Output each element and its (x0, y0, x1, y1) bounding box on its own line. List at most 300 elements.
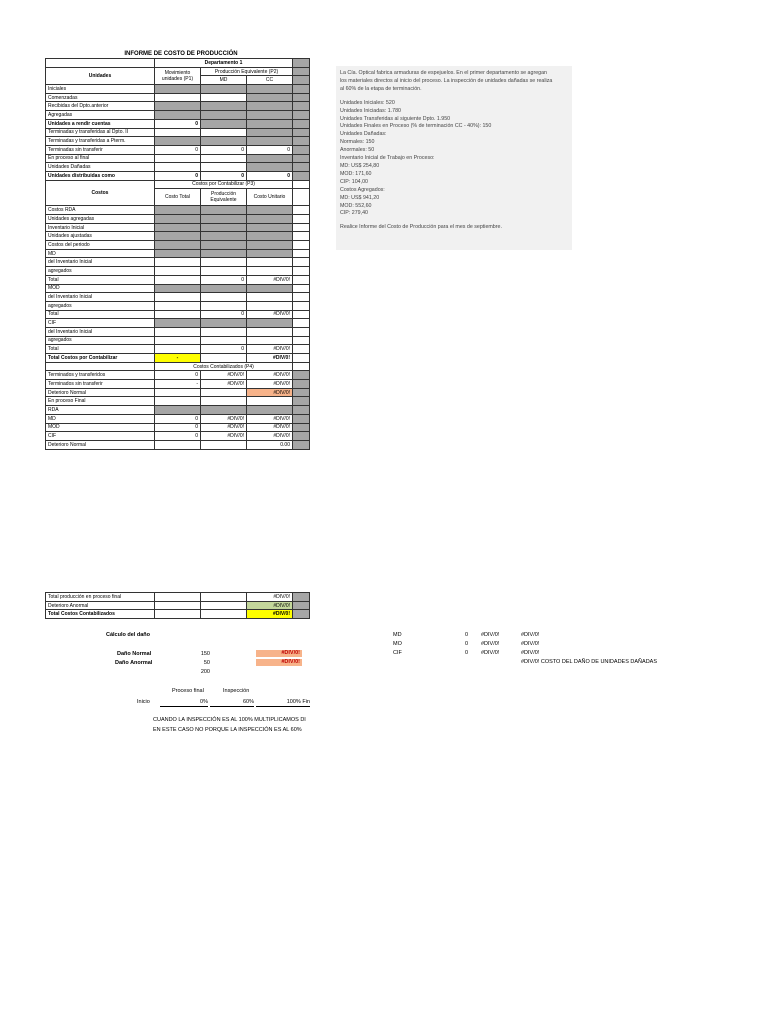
row-label: Deterioro Normal (46, 440, 155, 449)
costo-unitario-value: #DIV/0! (247, 388, 293, 397)
timeline-pct60: 60% (210, 699, 254, 707)
problem-line: Unidades Transferidas al siguiente Dpto. 1.950 (340, 115, 451, 122)
table-row (46, 354, 310, 363)
costo-total-value (155, 275, 201, 284)
row-label: Total Costos por Contabilizar (46, 354, 155, 363)
blank-cell (46, 362, 155, 371)
table-row (46, 284, 310, 293)
problem-line: Unidades Dañadas: (340, 131, 387, 138)
damage-title: Cálculo del daño (106, 632, 151, 638)
row-label: del Inventario Inicial (46, 258, 155, 267)
costo-total-value (155, 336, 201, 345)
table-row (46, 137, 310, 146)
row-label: Agregadas (46, 111, 155, 120)
costo-unitario-value (247, 258, 293, 267)
gray-cell (293, 145, 310, 154)
gray-cell (293, 406, 310, 415)
p1-value (155, 111, 201, 120)
costo-unitario-value: #DIV/0! (247, 423, 293, 432)
table-row (46, 345, 310, 354)
table-row (46, 440, 310, 449)
row-label: Unidades agregadas (46, 215, 155, 224)
p1-value (155, 128, 201, 137)
gray-cell (293, 163, 310, 172)
md-value (201, 119, 247, 128)
side-calc-b: #DIV/0! (481, 641, 500, 647)
table-row (46, 336, 310, 345)
problem-line: Inventario Inicial de Trabajo en Proceso: (340, 155, 435, 162)
prod-equiv-value (201, 293, 247, 302)
prod-equiv-value: 0 (201, 275, 247, 284)
gray-cell (293, 59, 310, 68)
blank-cell (293, 249, 310, 258)
table-row (46, 397, 310, 406)
row-label: Terminados sin transferir (46, 380, 155, 389)
table-row (46, 85, 310, 94)
side-calc-c: #DIV/0! (521, 641, 540, 647)
prod-equiv-value (201, 354, 247, 363)
costo-total-value (155, 301, 201, 310)
prod-equiv-value (201, 336, 247, 345)
problem-line: Realice Informe del Costo de Producción para el mes de septiembre. (340, 224, 502, 231)
blank-cell (293, 180, 310, 189)
p1-value (155, 102, 201, 111)
costo-total-value: - (155, 354, 201, 363)
report-title: INFORME DE COSTO DE PRODUCCIÓN (124, 51, 238, 57)
problem-line: MD: US$ 254,80 (340, 162, 380, 169)
table-row (46, 163, 310, 172)
blank-cell (293, 327, 310, 336)
md-value (201, 102, 247, 111)
timeline-note-2: EN ESTE CASO NO PORQUE LA INSPECCIÓN ES AL 60% (153, 727, 302, 733)
table-row (46, 223, 310, 232)
row-label: Iniciales (46, 85, 155, 94)
md-value: 0 (201, 145, 247, 154)
row-label: MD (46, 414, 155, 423)
problem-line: CIP: 279,40 (340, 210, 368, 217)
table-row (46, 432, 310, 441)
md-header: MD (201, 76, 247, 85)
problem-line: La Cía. Optical fabrica armaduras de espejuelos. En el primer departamento se agregan (340, 70, 547, 76)
row-label: Comenzadas (46, 93, 155, 102)
prod-equiv-value (201, 319, 247, 328)
problem-line: Normales: 150 (340, 139, 375, 146)
row-label: Costos del periodo (46, 241, 155, 250)
cc-value: 0 (247, 171, 293, 180)
problem-line: MOD: 552,60 (340, 202, 372, 209)
row-label: Unidades a rendir cuentas (46, 119, 155, 128)
abnormal-damage-value: 50 (203, 660, 210, 666)
gray-cell (293, 85, 310, 94)
costo-total-value (155, 232, 201, 241)
costo-unitario-value (247, 267, 293, 276)
total-value: #DIV/0! (247, 601, 293, 610)
table-row (46, 293, 310, 302)
p1-value: 0 (155, 119, 201, 128)
p1-value (155, 137, 201, 146)
table-row (46, 119, 310, 128)
costo-total-value: 0 (155, 371, 201, 380)
costo-total-value: 0 (155, 432, 201, 441)
problem-line: Costos Agregados: (340, 186, 385, 193)
costo-total-value (155, 345, 201, 354)
blank-cell (293, 275, 310, 284)
md-value (201, 154, 247, 163)
row-label: del Inventario Inicial (46, 327, 155, 336)
costo-total-value: 0 (155, 414, 201, 423)
prod-equiv-value: #DIV/0! (201, 423, 247, 432)
gray-cell (293, 102, 310, 111)
blank-cell (293, 284, 310, 293)
blank-cell (293, 215, 310, 224)
costo-unitario-value (247, 241, 293, 250)
prod-equiv-value (201, 215, 247, 224)
prod-equiv-value (201, 206, 247, 215)
problem-statement (336, 66, 572, 250)
prod-equiv-header: Producción Equivalente (201, 189, 247, 206)
table-row (46, 275, 310, 284)
row-label: Deterioro Normal (46, 388, 155, 397)
row-label: CIF (46, 319, 155, 328)
side-calc-label: MD (393, 632, 402, 638)
table-row (46, 93, 310, 102)
gray-cell (293, 137, 310, 146)
row-label: Unidades ajustadas (46, 232, 155, 241)
costo-total-value (155, 388, 201, 397)
costo-total-value: - (155, 380, 201, 389)
md-value: 0 (201, 171, 247, 180)
prod-equiv-value: 0 (201, 345, 247, 354)
table-row (46, 128, 310, 137)
p4-header: Costos Contabilizados (P4) (155, 362, 293, 371)
row-label: RDA (46, 406, 155, 415)
row-label: Inventario Inicial (46, 223, 155, 232)
prod-equiv-value (201, 406, 247, 415)
md-value (201, 128, 247, 137)
costo-total-value (155, 397, 201, 406)
damage-cost-note: #DIV/0! COSTO DEL DAÑO DE UNIDADES DAÑADAS (521, 659, 658, 665)
row-label: Deterioro Anormal (46, 601, 155, 610)
cc-value (247, 119, 293, 128)
costo-unitario-value (247, 319, 293, 328)
gray-cell (293, 67, 310, 76)
row-label: Total (46, 275, 155, 284)
md-value (201, 111, 247, 120)
prod-equiv-value (201, 301, 247, 310)
prod-equiv-value: #DIV/0! (201, 380, 247, 389)
row-label: MOD (46, 423, 155, 432)
row-label: Unidades Dañadas (46, 163, 155, 172)
blank-cell (293, 310, 310, 319)
gray-cell (293, 111, 310, 120)
md-value (201, 85, 247, 94)
prod-equiv-value (201, 249, 247, 258)
row-label: En proceso al final (46, 154, 155, 163)
blank-cell (155, 601, 201, 610)
prod-equiv-value (201, 284, 247, 293)
cc-value (247, 102, 293, 111)
costo-total-value (155, 258, 201, 267)
costo-unitario-value (247, 293, 293, 302)
problem-line: MD: US$ 941,20 (340, 194, 380, 201)
side-calc-label: CIF (393, 650, 402, 656)
row-label: Total producción en proceso final (46, 593, 155, 602)
row-label: Terminadas sin transferir (46, 145, 155, 154)
cc-value (247, 137, 293, 146)
costo-total-value (155, 327, 201, 336)
totals-table (45, 592, 310, 619)
problem-line: Anormales: 50 (340, 147, 375, 154)
costo-unitario-value (247, 301, 293, 310)
blank-cell (293, 206, 310, 215)
gray-cell (293, 423, 310, 432)
costo-unitario-value (247, 223, 293, 232)
costo-total-value (155, 241, 201, 250)
table-row (46, 593, 310, 602)
p1-value (155, 85, 201, 94)
costs-header: Costos (46, 180, 155, 206)
costo-unitario-value (247, 206, 293, 215)
p1-value (155, 163, 201, 172)
cc-value (247, 154, 293, 163)
costo-unitario-value: #DIV/0! (247, 275, 293, 284)
costo-unitario-value (247, 336, 293, 345)
side-calc-c: #DIV/0! (521, 650, 540, 656)
cost-report-table (45, 58, 310, 450)
prod-equiv-value (201, 258, 247, 267)
cc-value (247, 163, 293, 172)
problem-line: CIP: 104,00 (340, 178, 368, 185)
side-calc-a: 0 (464, 650, 468, 656)
normal-damage-label: Daño Normal (117, 651, 152, 657)
table-row (46, 145, 310, 154)
prod-equiv-value (201, 397, 247, 406)
gray-cell (293, 93, 310, 102)
blank-cell (201, 610, 247, 619)
prod-equiv-value (201, 327, 247, 336)
table-row (46, 249, 310, 258)
normal-damage-value: 150 (200, 651, 210, 657)
department-header: Departamento 1 (155, 59, 293, 68)
costo-unitario-value (247, 232, 293, 241)
costo-total-value (155, 206, 201, 215)
blank-cell (293, 241, 310, 250)
table-row (46, 610, 310, 619)
cc-value: 0 (247, 145, 293, 154)
gray-cell (293, 128, 310, 137)
table-row (46, 388, 310, 397)
problem-line: Unidades Iniciadas: 1.780 (340, 107, 401, 114)
gray-cell (293, 171, 310, 180)
p1-value (155, 154, 201, 163)
costo-total-value (155, 249, 201, 258)
problem-line: los materiales directos al inicio del proceso. La inspección de unidades dañadas se realiza (340, 77, 553, 84)
timeline-pct0: 0% (160, 699, 208, 707)
costo-total-value (155, 267, 201, 276)
costo-unitario-value (247, 397, 293, 406)
p1-value (155, 93, 201, 102)
blank-cell (155, 593, 201, 602)
md-value (201, 137, 247, 146)
row-label: agregados (46, 301, 155, 310)
p1-header: Movimiento unidades (P1) (155, 67, 201, 84)
gray-cell (293, 76, 310, 85)
gray-cell (293, 601, 310, 610)
gray-cell (293, 380, 310, 389)
prod-equiv-value: 0 (201, 310, 247, 319)
table-row (46, 301, 310, 310)
blank-cell (46, 59, 155, 68)
costo-unitario-value: #DIV/0! (247, 345, 293, 354)
abnormal-damage-label: Daño Anormal (115, 660, 153, 666)
blank-cell (293, 354, 310, 363)
table-row (46, 423, 310, 432)
table-row (46, 380, 310, 389)
costo-total-value (155, 215, 201, 224)
costo-unitario-value: #DIV/0! (247, 310, 293, 319)
row-label: Unidades distribuidas como (46, 171, 155, 180)
gray-cell (293, 414, 310, 423)
costo-total-value (155, 223, 201, 232)
costo-unitario-value (247, 284, 293, 293)
row-label: Terminadas y transferidas a Pterm. (46, 137, 155, 146)
side-calc-label: MO (393, 641, 402, 647)
units-header: Unidades (46, 67, 155, 84)
table-row (46, 171, 310, 180)
prod-equiv-value (201, 241, 247, 250)
blank-cell (293, 345, 310, 354)
table-row (46, 111, 310, 120)
costo-total-value (155, 440, 201, 449)
blank-cell (293, 301, 310, 310)
costo-total-value: 0 (155, 423, 201, 432)
gray-cell (293, 119, 310, 128)
timeline-inspeccion: Inspección (223, 688, 250, 694)
costo-unitario-value: #DIV/0! (247, 354, 293, 363)
row-label: Terminadas y transferidas al Dpto. II (46, 128, 155, 137)
cc-value (247, 85, 293, 94)
table-row (46, 206, 310, 215)
costo-unitario-value (247, 406, 293, 415)
table-row (46, 154, 310, 163)
table-row (46, 414, 310, 423)
table-row (46, 215, 310, 224)
blank-cell (201, 601, 247, 610)
problem-line: MOD: 171,60 (340, 170, 372, 177)
problem-line: Unidades Iniciales: 520 (340, 99, 395, 106)
gray-cell (293, 388, 310, 397)
costo-total-value (155, 293, 201, 302)
row-label: Total (46, 345, 155, 354)
prod-equiv-value (201, 223, 247, 232)
prod-equiv-value (201, 388, 247, 397)
gray-cell (293, 371, 310, 380)
problem-line: al 60% de la etapa de terminación. (340, 85, 422, 92)
table-row (46, 371, 310, 380)
costo-unitario-header: Costo Unitario (247, 189, 293, 206)
prod-equiv-value: #DIV/0! (201, 371, 247, 380)
prod-equiv-value (201, 232, 247, 241)
blank-cell (155, 610, 201, 619)
normal-damage-result: #DIV/0! (256, 650, 302, 657)
blank-cell (293, 362, 310, 371)
table-row (46, 327, 310, 336)
table-row (46, 232, 310, 241)
side-calc-b: #DIV/0! (481, 650, 500, 656)
blank-cell (293, 223, 310, 232)
prod-equiv-value (201, 267, 247, 276)
row-label: Total (46, 310, 155, 319)
table-row (46, 601, 310, 610)
row-label: En proceso Final (46, 397, 155, 406)
costo-unitario-value (247, 215, 293, 224)
p2-header: Producción Equivalente (P2) (201, 67, 293, 76)
timeline-inicio: Inicio (137, 699, 150, 705)
row-label: MD (46, 249, 155, 258)
costo-unitario-value: #DIV/0! (247, 414, 293, 423)
costo-unitario-value: 0.00 (247, 440, 293, 449)
gray-cell (293, 440, 310, 449)
prod-equiv-value (201, 440, 247, 449)
costo-unitario-value: #DIV/0! (247, 371, 293, 380)
row-label: CIF (46, 432, 155, 441)
cc-value (247, 128, 293, 137)
p3-header: Costos por Contabilizar (P3) (155, 180, 293, 189)
table-row (46, 406, 310, 415)
side-calc-c: #DIV/0! (521, 632, 540, 638)
gray-cell (293, 432, 310, 441)
blank-cell (293, 189, 310, 206)
blank-cell (293, 267, 310, 276)
timeline-note-1: CUANDO LA INSPECCIÓN ES AL 100% MULTIPLICAMOS DI (153, 717, 306, 723)
costo-total-value (155, 406, 201, 415)
costo-total-value (155, 284, 201, 293)
costo-total-value (155, 319, 201, 328)
timeline-proceso-final: Proceso final (172, 688, 204, 694)
blank-cell (293, 258, 310, 267)
row-label: Terminados y transferidos (46, 371, 155, 380)
table-row (46, 102, 310, 111)
row-label: agregados (46, 336, 155, 345)
row-label: Costos RDA (46, 206, 155, 215)
damage-total: 200 (200, 669, 210, 675)
cc-value (247, 93, 293, 102)
gray-cell (293, 397, 310, 406)
table-row (46, 241, 310, 250)
blank-cell (293, 232, 310, 241)
side-calc-b: #DIV/0! (481, 632, 500, 638)
table-row (46, 267, 310, 276)
table-row (46, 319, 310, 328)
gray-cell (293, 154, 310, 163)
problem-line: Unidades Finales en Proceso (% de terminación CC - 40%): 150 (340, 123, 492, 130)
table-row (46, 258, 310, 267)
cc-header: CC (247, 76, 293, 85)
blank-cell (201, 593, 247, 602)
blank-cell (293, 336, 310, 345)
row-label: agregados (46, 267, 155, 276)
row-label: Recibidas del Dpto.anterior (46, 102, 155, 111)
costo-unitario-value (247, 249, 293, 258)
total-value: #DIV/0! (247, 593, 293, 602)
row-label: MOD (46, 284, 155, 293)
costo-unitario-value: #DIV/0! (247, 432, 293, 441)
side-calc-a: 0 (464, 641, 468, 647)
cc-value (247, 111, 293, 120)
blank-cell (293, 293, 310, 302)
costo-unitario-value (247, 327, 293, 336)
md-value (201, 163, 247, 172)
